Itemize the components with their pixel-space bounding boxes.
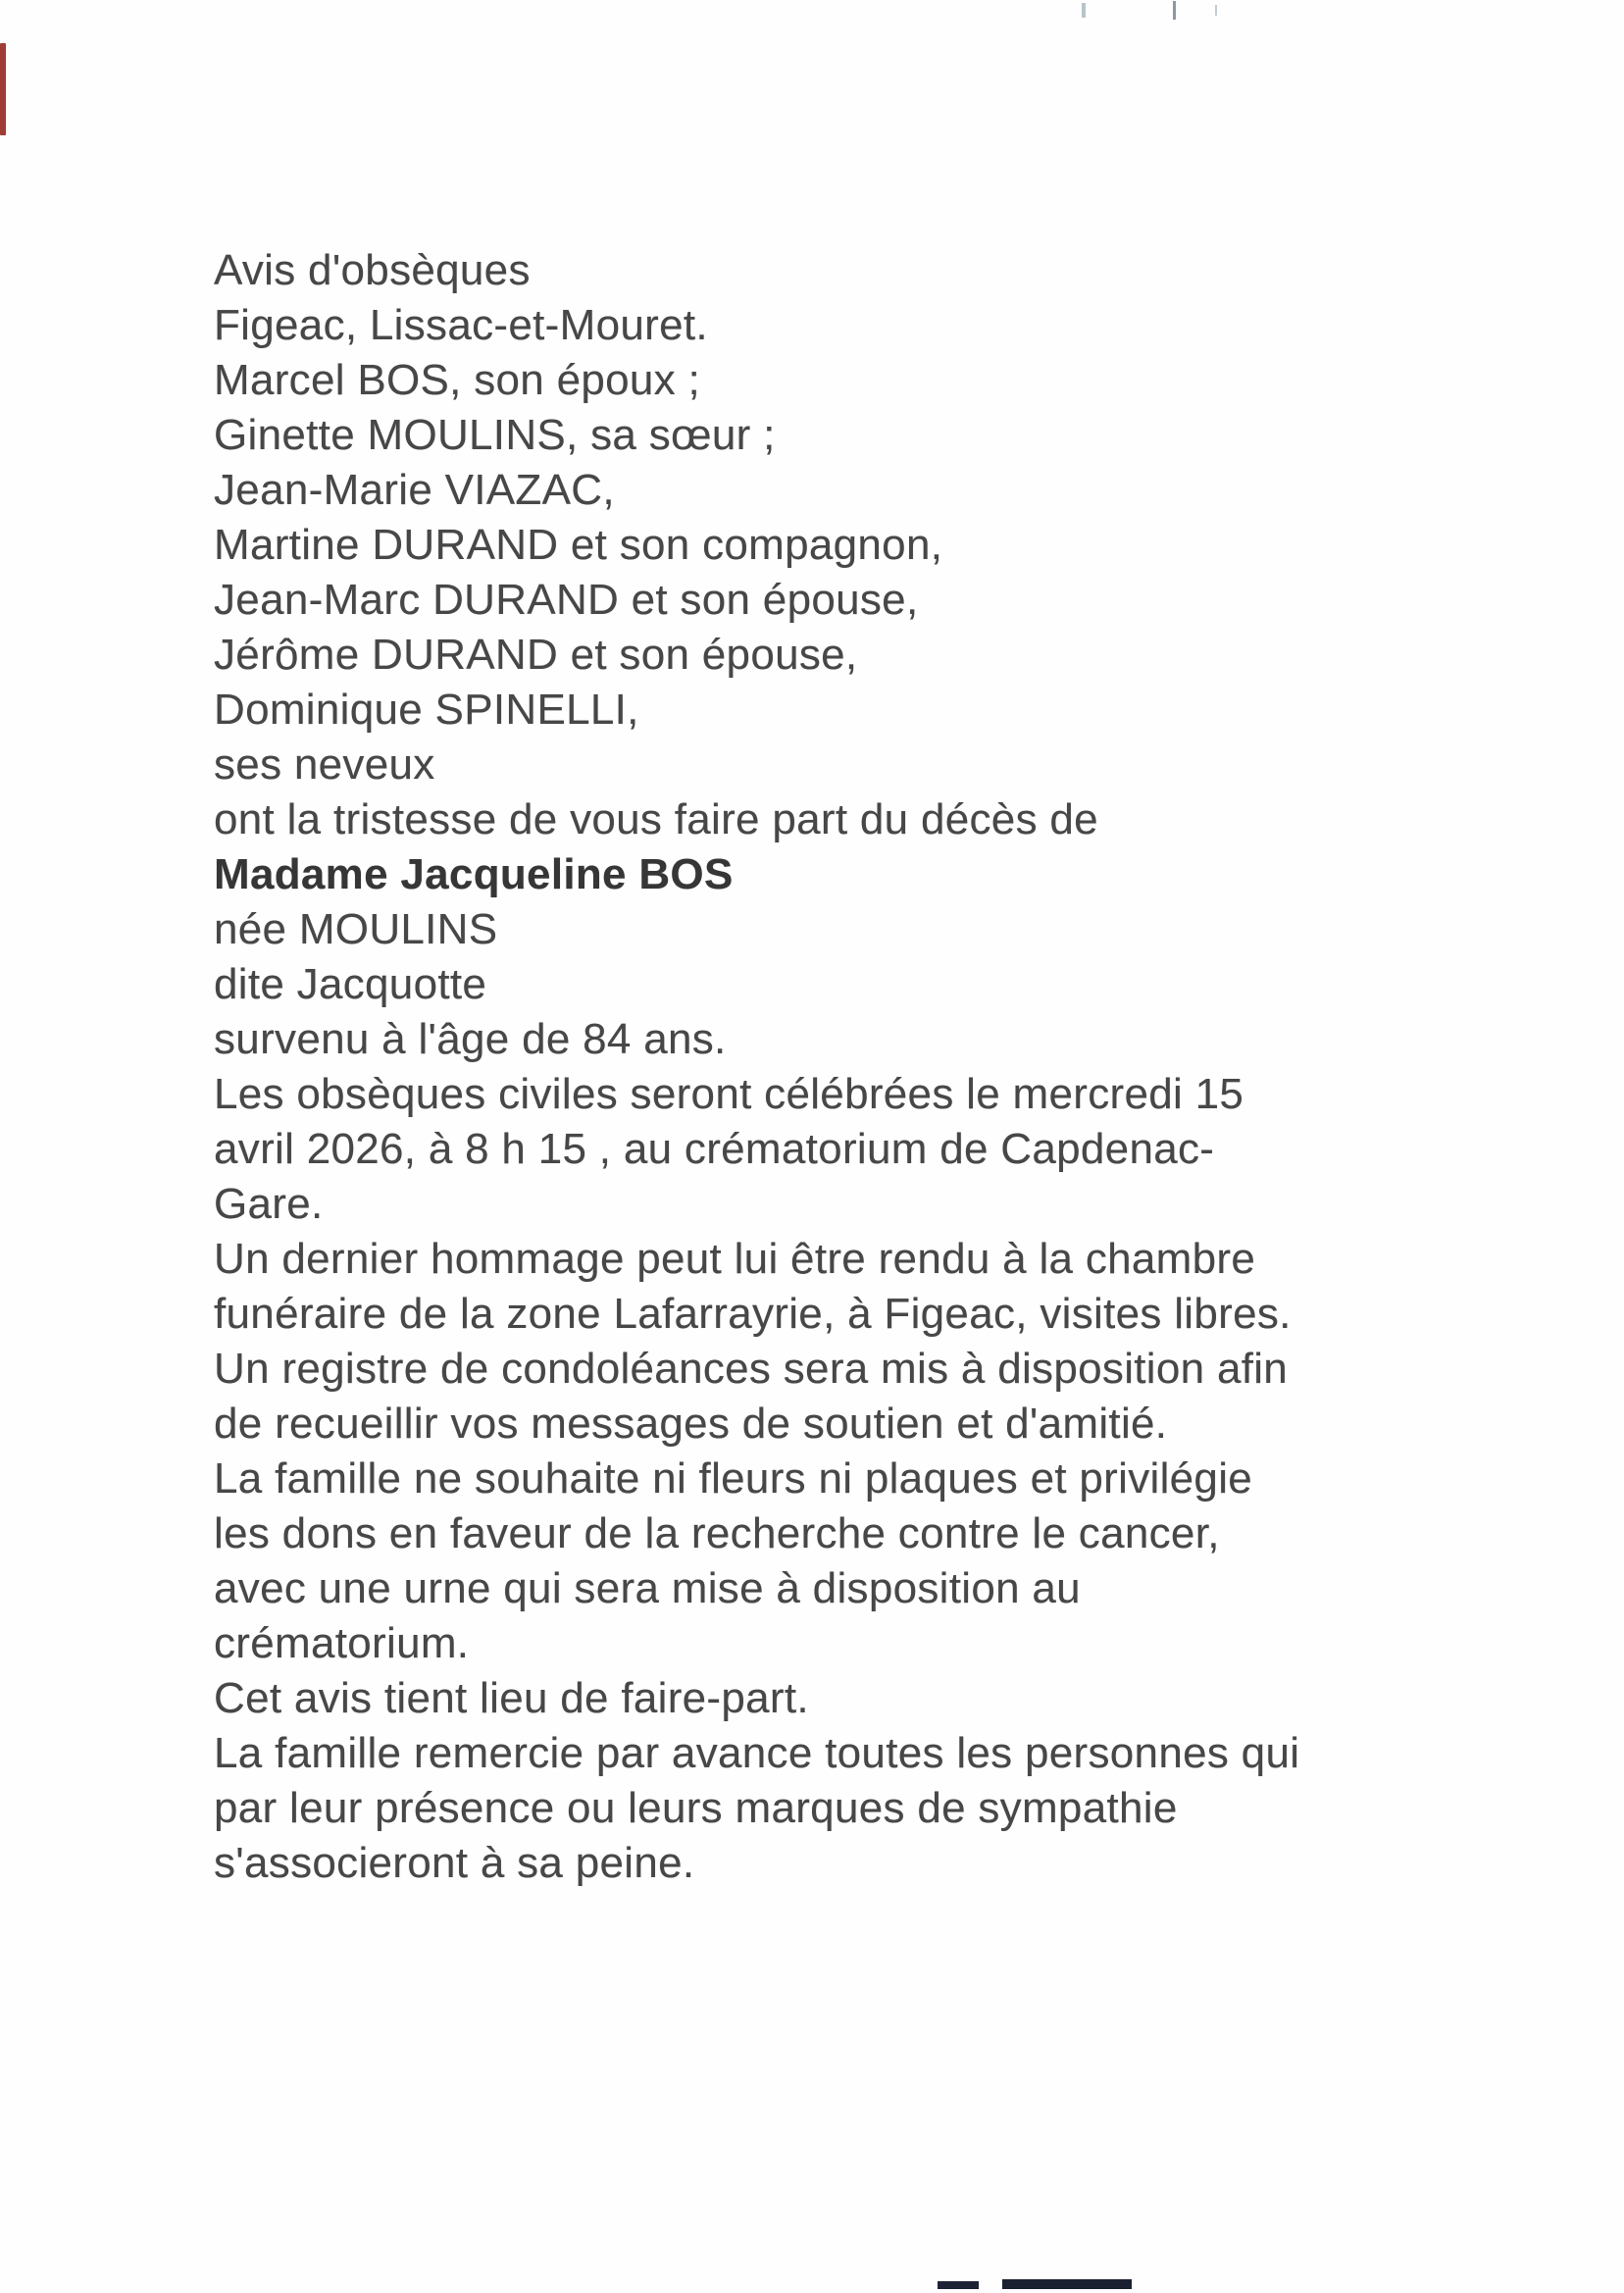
deceased-name-line: Madame Jacqueline BOS bbox=[214, 850, 734, 898]
nickname-line: dite Jacquotte bbox=[214, 960, 487, 1008]
thanks-line: s'associeront à sa peine. bbox=[214, 1839, 695, 1887]
obituary-text-block bbox=[214, 243, 1410, 1891]
thanks-line: La famille remercie par avance toutes les personnes qui bbox=[214, 1729, 1300, 1777]
scan-artifact-top-tick bbox=[1215, 5, 1217, 16]
maiden-name-line: née MOULINS bbox=[214, 905, 498, 953]
condolences-line: de recueillir vos messages de soutien et d'amitié. bbox=[214, 1400, 1168, 1448]
relative-line: Jérôme DURAND et son épouse, bbox=[214, 631, 858, 679]
donations-line: crématorium. bbox=[214, 1619, 470, 1667]
ceremony-line: avril 2026, à 8 h 15 , au crématorium de Capdenac- bbox=[214, 1125, 1215, 1173]
ceremony-line: Les obsèques civiles seront célébrées le mercredi 15 bbox=[214, 1070, 1244, 1118]
obituary-title-line: Avis d'obsèques bbox=[214, 246, 531, 294]
relative-line: Marcel BOS, son époux ; bbox=[214, 356, 701, 404]
condolences-line: Un registre de condoléances sera mis à disposition afin bbox=[214, 1345, 1289, 1393]
location-line: Figeac, Lissac-et-Mouret. bbox=[214, 301, 708, 349]
donations-line: avec une urne qui sera mise à disposition au bbox=[214, 1564, 1081, 1612]
age-line: survenu à l'âge de 84 ans. bbox=[214, 1015, 727, 1063]
notice-line: Cet avis tient lieu de faire-part. bbox=[214, 1674, 809, 1722]
relative-line: Dominique SPINELLI, bbox=[214, 686, 639, 734]
scan-artifact-top-tick bbox=[1082, 3, 1086, 18]
scan-artifact-bottom-mark bbox=[938, 2281, 979, 2289]
scan-artifact-red-edge-mark bbox=[0, 43, 6, 135]
relatives-role-line: ses neveux bbox=[214, 740, 435, 789]
tribute-line: Un dernier hommage peut lui être rendu à la chambre bbox=[214, 1235, 1256, 1283]
relative-line: Ginette MOULINS, sa sœur ; bbox=[214, 411, 776, 459]
thanks-line: par leur présence ou leurs marques de sympathie bbox=[214, 1784, 1178, 1832]
ceremony-line: Gare. bbox=[214, 1180, 324, 1228]
relative-line: Jean-Marc DURAND et son épouse, bbox=[214, 576, 919, 624]
donations-line: les dons en faveur de la recherche contre le cancer, bbox=[214, 1509, 1220, 1557]
tribute-line: funéraire de la zone Lafarrayrie, à Figeac, visites libres. bbox=[214, 1290, 1292, 1338]
scan-artifact-bottom-mark bbox=[1002, 2279, 1132, 2289]
relative-line: Jean-Marie VIAZAC, bbox=[214, 466, 615, 514]
scan-artifact-top-tick bbox=[1173, 1, 1176, 20]
donations-line: La famille ne souhaite ni fleurs ni plaques et privilégie bbox=[214, 1454, 1253, 1503]
relative-line: Martine DURAND et son compagnon, bbox=[214, 521, 943, 569]
announcement-line: ont la tristesse de vous faire part du décès de bbox=[214, 795, 1098, 843]
